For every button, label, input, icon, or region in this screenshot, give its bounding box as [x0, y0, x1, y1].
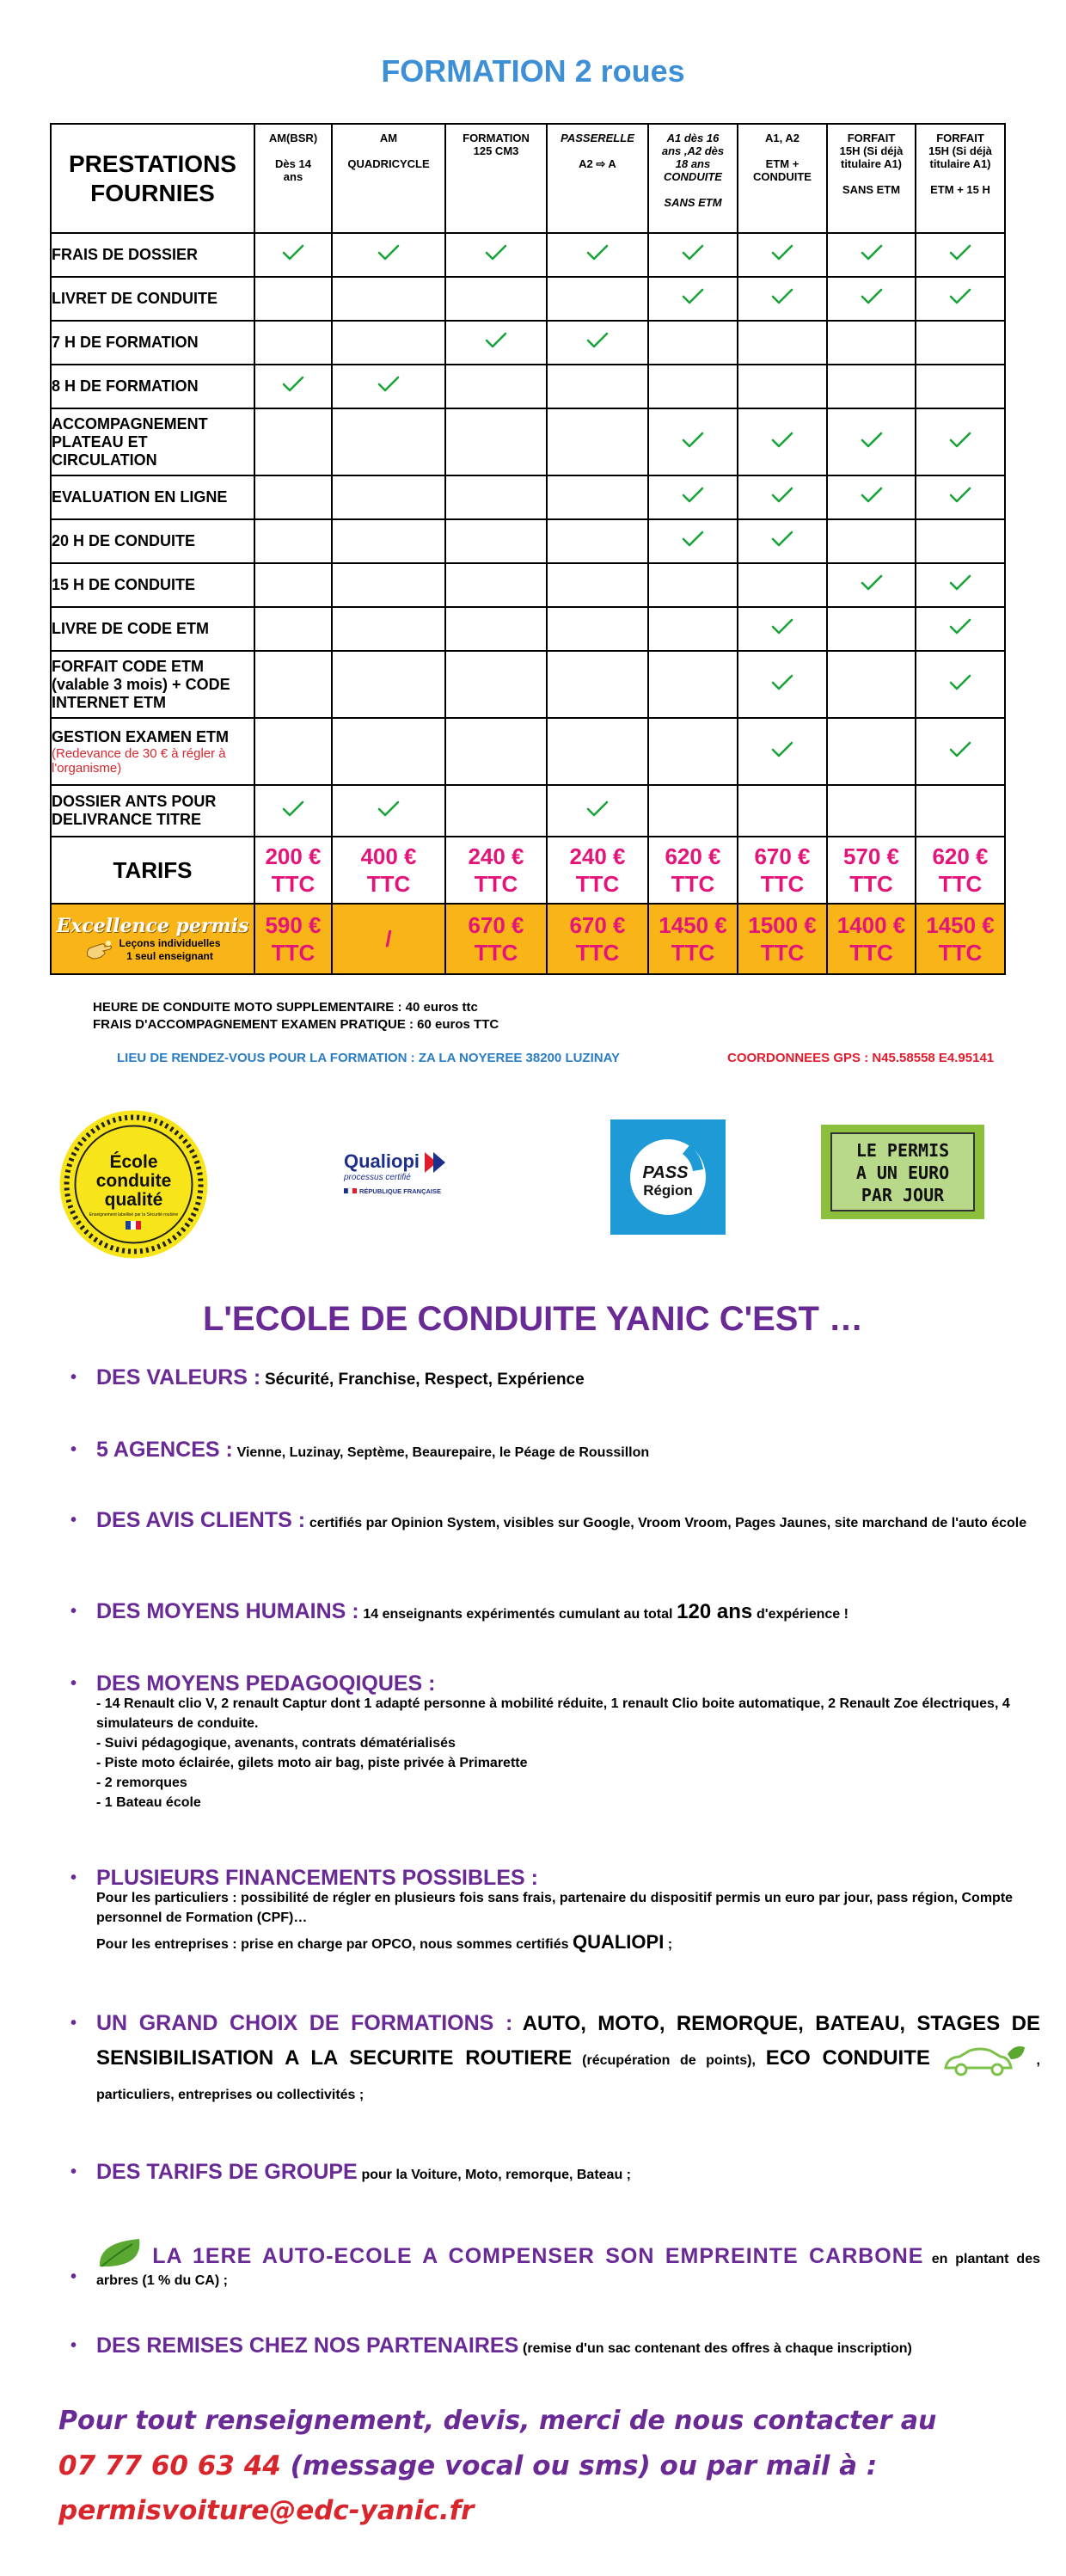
check-cell — [738, 475, 827, 519]
check-icon — [377, 244, 400, 261]
qualiopi-sub: processus certifié — [344, 1173, 411, 1182]
check-cell — [254, 321, 332, 365]
item-highlight: 120 ans — [677, 1600, 753, 1623]
check-cell — [738, 408, 827, 475]
note-exam-fee: FRAIS D'ACCOMPAGNEMENT EXAMEN PRATIQUE : 60 euros TTC — [93, 1017, 499, 1032]
pricing-table — [50, 123, 1006, 975]
item-text: d'expérience ! — [756, 1607, 849, 1622]
row-label: FRAIS DE DOSSIER — [51, 233, 254, 277]
check-cell — [254, 651, 332, 718]
check-cell — [547, 519, 648, 563]
check-icon — [771, 741, 793, 758]
check-icon — [861, 487, 883, 504]
column-header: FORFAIT 15H (Si déjà titulaire A1) SANS ETM — [827, 124, 916, 233]
check-cell — [254, 519, 332, 563]
excellence-price-cell: 1450 € TTC — [916, 904, 1005, 974]
check-cell — [547, 607, 648, 651]
column-header: FORMATION 125 CM3 — [445, 124, 547, 233]
excellence-price-cell: / — [332, 904, 445, 974]
row-label: 15 H DE CONDUITE — [51, 563, 254, 607]
excellence-price-cell: 590 € TTC — [254, 904, 332, 974]
permis-line3: PAR JOUR — [861, 1185, 945, 1205]
item-highlight: AUTO, MOTO, REMORQUE, BATEAU, STAGES DE SENSIBILISATION A LA SECURITE ROUTIERE — [96, 2012, 1040, 2070]
check-cell — [332, 233, 445, 277]
check-cell — [738, 233, 827, 277]
table-row — [51, 651, 1005, 718]
row-label: EVALUATION EN LIGNE — [51, 475, 254, 519]
check-cell — [254, 365, 332, 408]
check-cell — [916, 277, 1005, 321]
check-icon — [282, 376, 304, 393]
row-label: ACCOMPAGNEMENT PLATEAU ET CIRCULATION — [51, 408, 254, 475]
list-item-pedagogiques — [70, 1671, 1040, 1812]
check-cell — [648, 277, 738, 321]
check-cell — [445, 785, 547, 837]
check-icon — [949, 674, 971, 691]
check-icon — [861, 432, 883, 449]
permis-line2: A UN EURO — [855, 1162, 950, 1183]
check-icon — [586, 800, 609, 818]
list-item-remises — [70, 2334, 1040, 2359]
check-cell — [738, 651, 827, 718]
hand-icon — [84, 939, 113, 961]
check-cell — [547, 785, 648, 837]
excellence-title: Excellence permis — [56, 915, 249, 937]
check-cell — [547, 365, 648, 408]
column-header: A1, A2 ETM + CONDUITE — [738, 124, 827, 233]
check-cell — [916, 651, 1005, 718]
table-row — [51, 718, 1005, 785]
permis-line1: LE PERMIS — [855, 1140, 950, 1161]
price-cell: 240 € TTC — [445, 837, 547, 904]
row-label: LIVRET DE CONDUITE — [51, 277, 254, 321]
pass-region-logo — [610, 1119, 726, 1235]
check-cell — [827, 519, 916, 563]
price-cell: 620 € TTC — [648, 837, 738, 904]
check-icon — [949, 574, 971, 592]
item-keyword: DES AVIS CLIENTS : — [96, 1508, 306, 1532]
ecole-logo-small: Enseignement labellisé par la Sécurité routière — [89, 1212, 179, 1217]
table-row — [51, 233, 1005, 277]
bullet-icon: • — [70, 1674, 77, 1693]
check-icon — [861, 244, 883, 261]
check-icon — [682, 288, 704, 305]
check-cell — [827, 321, 916, 365]
check-cell — [254, 718, 332, 785]
check-cell — [648, 233, 738, 277]
contact-phone[interactable]: 07 77 60 63 44 — [58, 2450, 281, 2481]
check-cell — [738, 277, 827, 321]
bullet-icon: • — [70, 1440, 77, 1459]
excellence-sub2: 1 seul enseignant — [126, 950, 213, 962]
check-cell — [738, 607, 827, 651]
check-cell — [254, 233, 332, 277]
check-cell — [827, 607, 916, 651]
check-cell — [547, 718, 648, 785]
check-cell — [332, 321, 445, 365]
gps-coordinates: COORDONNEES GPS : N45.58558 E4.95141 — [727, 1051, 995, 1065]
table-row — [51, 785, 1005, 837]
column-header: AM QUADRICYCLE — [332, 124, 445, 233]
row-label: FORFAIT CODE ETM (valable 3 mois) + CODE INTERNET ETM — [51, 651, 254, 718]
bullet-icon: • — [70, 2162, 77, 2181]
check-cell — [916, 408, 1005, 475]
item-keyword: LA 1ERE AUTO-ECOLE A COMPENSER SON EMPREINTE CARBONE — [152, 2244, 924, 2268]
excellence-sub1: Leçons individuelles — [119, 937, 221, 949]
school-title: L'ECOLE DE CONDUITE YANIC C'EST … — [202, 1300, 863, 1338]
ecole-logo-line1: École — [109, 1152, 158, 1172]
check-cell — [332, 651, 445, 718]
item-highlight: QUALIOPI — [572, 1931, 665, 1953]
table-row — [51, 475, 1005, 519]
check-icon — [949, 487, 971, 504]
list-item-choix — [70, 2007, 1040, 2112]
item-text: certifiés par Opinion System, visibles sur Google, Vroom Vroom, Pages Jaunes, site marchand de l'auto école — [309, 1516, 1027, 1530]
bullet-icon: • — [70, 1511, 77, 1530]
excellence-price-cell: 670 € TTC — [445, 904, 547, 974]
check-cell — [547, 277, 648, 321]
check-cell — [332, 408, 445, 475]
check-cell — [916, 607, 1005, 651]
leaf-icon — [96, 2236, 144, 2270]
price-cell: 620 € TTC — [916, 837, 1005, 904]
check-cell — [648, 785, 738, 837]
check-cell — [827, 233, 916, 277]
check-cell — [916, 475, 1005, 519]
check-cell — [254, 607, 332, 651]
peda-line: - 1 Bateau école — [96, 1795, 201, 1810]
row-label: LIVRE DE CODE ETM — [51, 607, 254, 651]
price-cell: 570 € TTC — [827, 837, 916, 904]
check-cell — [916, 233, 1005, 277]
check-cell — [648, 651, 738, 718]
check-cell — [738, 519, 827, 563]
check-cell — [916, 718, 1005, 785]
item-keyword: DES MOYENS PEDAGOQIQUES : — [96, 1671, 436, 1696]
check-cell — [648, 519, 738, 563]
check-cell — [332, 607, 445, 651]
check-cell — [332, 563, 445, 607]
qualiopi-rep: RÉPUBLIQUE FRANÇAISE — [359, 1187, 442, 1195]
check-cell — [648, 607, 738, 651]
permis-un-euro-logo — [821, 1125, 984, 1219]
check-cell — [547, 233, 648, 277]
item-text: en plantant des arbres (1 % du CA) ; — [96, 2252, 1040, 2288]
price-cell: 240 € TTC — [547, 837, 648, 904]
check-cell — [827, 785, 916, 837]
excellence-row — [51, 904, 1005, 974]
peda-line: - 2 remorques — [96, 1776, 187, 1790]
item-text: ; — [667, 1937, 673, 1952]
row-label: 7 H DE FORMATION — [51, 321, 254, 365]
check-cell — [445, 365, 547, 408]
check-icon — [771, 244, 793, 261]
column-header: PASSERELLE A2 ⇨ A — [547, 124, 648, 233]
check-cell — [827, 365, 916, 408]
check-cell — [648, 365, 738, 408]
row-label: 20 H DE CONDUITE — [51, 519, 254, 563]
check-cell — [254, 277, 332, 321]
meeting-place: LIEU DE RENDEZ-VOUS POUR LA FORMATION : ZA LA NOYEREE 38200 LUZINAY — [117, 1051, 621, 1065]
check-cell — [547, 563, 648, 607]
check-cell — [738, 365, 827, 408]
table-row — [51, 321, 1005, 365]
check-cell — [445, 408, 547, 475]
pass-line2: Région — [643, 1182, 693, 1199]
item-keyword: DES REMISES CHEZ NOS PARTENAIRES — [96, 2334, 519, 2358]
check-cell — [827, 475, 916, 519]
item-keyword: DES MOYENS HUMAINS : — [96, 1599, 359, 1623]
check-cell — [254, 475, 332, 519]
check-cell — [916, 321, 1005, 365]
check-cell — [738, 321, 827, 365]
check-icon — [771, 288, 793, 305]
bullet-icon: • — [70, 1602, 77, 1621]
excellence-price-cell: 1400 € TTC — [827, 904, 916, 974]
check-cell — [916, 563, 1005, 607]
price-cell: 670 € TTC — [738, 837, 827, 904]
check-cell — [445, 651, 547, 718]
check-cell — [332, 475, 445, 519]
check-cell — [738, 718, 827, 785]
list-item-financements — [70, 1866, 1040, 1956]
check-cell — [445, 718, 547, 785]
qualiopi-name: Qualiopi — [344, 1150, 420, 1172]
check-icon — [586, 244, 609, 261]
list-item-carbone — [70, 2236, 1040, 2291]
check-icon — [282, 244, 304, 261]
ecole-conduite-qualite-logo — [58, 1109, 209, 1260]
check-cell — [445, 607, 547, 651]
check-icon — [861, 574, 883, 592]
column-header: FORFAIT 15H (Si déjà titulaire A1) ETM + 15 H — [916, 124, 1005, 233]
list-item-agences — [70, 1438, 1040, 1463]
row-label: 8 H DE FORMATION — [51, 365, 254, 408]
item-keyword: UN GRAND CHOIX DE FORMATIONS : — [96, 2011, 513, 2035]
contact-text: (message vocal ou sms) ou par mail à : — [290, 2450, 878, 2481]
check-cell — [648, 321, 738, 365]
item-text: , particuliers, entreprises ou collectivités ; — [96, 2053, 1040, 2102]
item-text: Vienne, Luzinay, Septème, Beaurepaire, le Péage de Roussillon — [236, 1445, 650, 1460]
list-item-avis — [70, 1508, 1040, 1534]
check-icon — [771, 432, 793, 449]
check-cell — [738, 563, 827, 607]
check-cell — [254, 408, 332, 475]
item-keyword: 5 AGENCES : — [96, 1438, 233, 1462]
bullet-icon: • — [70, 2267, 77, 2286]
peda-line: - Piste moto éclairée, gilets moto air bag, piste privée à Primarette — [96, 1756, 528, 1770]
check-cell — [827, 563, 916, 607]
ecole-logo-line2: conduite — [95, 1171, 172, 1191]
check-cell — [916, 519, 1005, 563]
tarifs-row — [51, 837, 1005, 904]
item-text: pour la Voiture, Moto, remorque, Bateau ; — [361, 2168, 631, 2182]
check-cell — [547, 408, 648, 475]
item-keyword: DES VALEURS : — [96, 1365, 261, 1389]
item-text: (récupération de points), — [582, 2053, 756, 2068]
item-text: Sécurité, Franchise, Respect, Expérience — [264, 1371, 585, 1389]
check-icon — [949, 244, 971, 261]
check-cell — [827, 651, 916, 718]
excellence-price-cell: 1450 € TTC — [648, 904, 738, 974]
check-cell — [254, 785, 332, 837]
eco-car-icon — [940, 2044, 1026, 2078]
bullet-icon: • — [70, 2014, 77, 2033]
table-corner-header: PRESTATIONS FOURNIES — [51, 124, 254, 233]
contact-line1: Pour tout renseignement, devis, merci de nous contacter au — [58, 2406, 937, 2436]
column-header: A1 dès 16 ans ,A2 dès 18 ans CONDUITE SANS ETM — [648, 124, 738, 233]
check-icon — [949, 618, 971, 635]
check-cell — [254, 563, 332, 607]
table-row — [51, 277, 1005, 321]
check-cell — [445, 277, 547, 321]
price-cell: 200 € TTC — [254, 837, 332, 904]
peda-line: - Suivi pédagogique, avenants, contrats dématérialisés — [96, 1736, 456, 1751]
qualiopi-logo — [342, 1144, 471, 1204]
excellence-price-cell: 670 € TTC — [547, 904, 648, 974]
list-item-tarifs-groupe — [70, 2160, 1040, 2186]
excellence-price-cell: 1500 € TTC — [738, 904, 827, 974]
check-cell — [648, 718, 738, 785]
check-cell — [332, 365, 445, 408]
table-row — [51, 563, 1005, 607]
check-icon — [949, 432, 971, 449]
table-row — [51, 365, 1005, 408]
item-text: (remise d'un sac contenant des offres à chaque inscription) — [523, 2341, 912, 2356]
peda-line: - 14 Renault clio V, 2 renault Captur dont 1 adapté personne à mobilité réduite, 1 renault Clio boite automatique, 2 Renault Zoe électriques, 4 simulateurs de conduite. — [96, 1696, 1010, 1731]
check-icon — [377, 376, 400, 393]
check-icon — [682, 487, 704, 504]
check-icon — [682, 531, 704, 548]
check-cell — [738, 785, 827, 837]
check-cell — [332, 785, 445, 837]
check-cell — [916, 365, 1005, 408]
contact-line2 — [58, 2450, 877, 2481]
check-cell — [916, 785, 1005, 837]
check-cell — [827, 718, 916, 785]
ecole-logo-line3: qualité — [104, 1190, 163, 1210]
check-cell — [445, 233, 547, 277]
row-label: DOSSIER ANTS POUR DELIVRANCE TITRE — [51, 785, 254, 837]
check-cell — [445, 475, 547, 519]
check-cell — [547, 321, 648, 365]
bullet-icon: • — [70, 1868, 77, 1887]
item-keyword: DES TARIFS DE GROUPE — [96, 2160, 358, 2184]
check-cell — [648, 408, 738, 475]
item-text: Pour les entreprises : prise en charge par OPCO, nous sommes certifiés — [96, 1937, 569, 1952]
list-item-humains — [70, 1599, 1040, 1625]
check-cell — [332, 277, 445, 321]
item-highlight: ECO CONDUITE — [765, 2046, 930, 2070]
check-cell — [827, 277, 916, 321]
list-item-valeurs — [70, 1365, 1040, 1390]
item-text: 14 enseignants expérimentés cumulant au total — [363, 1607, 673, 1622]
check-icon — [949, 288, 971, 305]
pass-line1: PASS — [642, 1163, 689, 1182]
check-icon — [682, 432, 704, 449]
bullet-icon: • — [70, 2336, 77, 2355]
table-row — [51, 519, 1005, 563]
check-icon — [485, 244, 507, 261]
check-cell — [648, 475, 738, 519]
check-cell — [547, 475, 648, 519]
check-icon — [771, 487, 793, 504]
check-icon — [485, 332, 507, 349]
check-icon — [377, 800, 400, 818]
price-cell: 400 € TTC — [332, 837, 445, 904]
check-icon — [682, 244, 704, 261]
tarifs-label: TARIFS — [51, 837, 254, 904]
check-icon — [586, 332, 609, 349]
check-cell — [547, 651, 648, 718]
item-keyword: PLUSIEURS FINANCEMENTS POSSIBLES : — [96, 1866, 538, 1890]
check-cell — [445, 321, 547, 365]
row-label: GESTION EXAMEN ETM (Redevance de 30 € à régler à l'organisme) — [51, 718, 254, 785]
bullet-icon: • — [70, 1368, 77, 1387]
note-extra-hour: HEURE DE CONDUITE MOTO SUPPLEMENTAIRE : 40 euros ttc — [93, 1000, 478, 1015]
contact-email[interactable]: permisvoiture@edc-yanic.fr — [58, 2495, 475, 2526]
excellence-permis-label — [51, 904, 254, 974]
check-cell — [332, 519, 445, 563]
check-cell — [445, 563, 547, 607]
check-cell — [332, 718, 445, 785]
item-text: Pour les particuliers : possibilité de régler en plusieurs fois sans frais, partenaire du dispositif permis un euro par jour, pass région, Compte personnel de Formation (CPF)… — [96, 1891, 1014, 1925]
column-header: AM(BSR) Dès 14 ans — [254, 124, 332, 233]
page-title: FORMATION 2 roues — [381, 53, 685, 89]
table-row — [51, 607, 1005, 651]
check-icon — [282, 800, 304, 818]
check-cell — [827, 408, 916, 475]
check-cell — [445, 519, 547, 563]
check-icon — [949, 741, 971, 758]
table-row — [51, 408, 1005, 475]
check-icon — [771, 674, 793, 691]
check-icon — [771, 531, 793, 548]
check-icon — [771, 618, 793, 635]
check-icon — [861, 288, 883, 305]
check-cell — [648, 563, 738, 607]
